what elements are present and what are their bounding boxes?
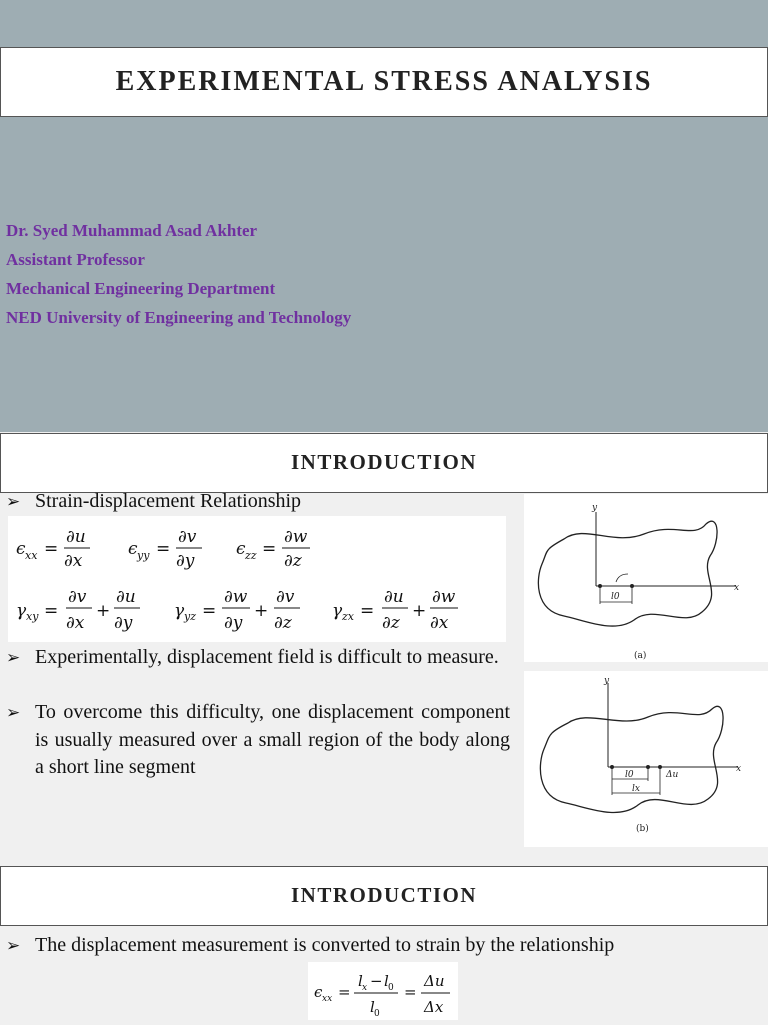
svg-text:ϵ: ϵ <box>314 983 323 1001</box>
author-position: Assistant Professor <box>6 250 145 269</box>
svg-text:+: + <box>412 601 427 621</box>
svg-text:∂z: ∂z <box>284 551 302 571</box>
svg-text:∂w: ∂w <box>224 587 248 607</box>
figure-a-diagram <box>524 494 768 662</box>
slide-title-main: EXPERIMENTAL STRESS ANALYSIS <box>0 47 768 117</box>
bullet-arrow-icon: ➢ <box>6 648 21 667</box>
svg-text:∂v: ∂v <box>178 527 197 547</box>
svg-text:γ: γ <box>332 601 343 621</box>
svg-text:yz: yz <box>184 610 197 623</box>
bullet-experimentally: ➢ Experimentally, displacement field is difficult to measure. <box>6 644 510 672</box>
strain-equations <box>8 516 506 642</box>
svg-text:0: 0 <box>388 983 394 993</box>
svg-text:l: l <box>358 972 363 990</box>
svg-text:0: 0 <box>374 1009 380 1019</box>
svg-text:ϵ: ϵ <box>16 539 26 559</box>
author-block <box>6 216 351 332</box>
svg-text:−: − <box>370 972 383 990</box>
svg-text:Δx: Δx <box>424 998 444 1016</box>
bullet-displacement-conversion: ➢ The displacement measurement is converted to strain by the relationship <box>6 932 746 960</box>
figure-b-caption: (b) <box>636 824 649 834</box>
svg-text:∂x: ∂x <box>66 613 85 633</box>
svg-text:zz: zz <box>245 549 257 562</box>
svg-text:∂y: ∂y <box>114 613 133 633</box>
svg-text:=: = <box>404 983 417 1001</box>
svg-text:=: = <box>44 539 59 559</box>
svg-text:xx: xx <box>322 994 333 1004</box>
figure-b-diagram <box>524 671 768 847</box>
figure-a-segment-label: l0 <box>611 592 620 602</box>
bullet-strain-displacement: ➢ Strain-displacement Relationship <box>6 488 506 516</box>
figure-b-length-label: lx <box>632 784 640 794</box>
bullet-arrow-icon: ➢ <box>6 492 21 511</box>
svg-text:=: = <box>262 539 277 559</box>
bullet-arrow-icon: ➢ <box>6 936 21 955</box>
svg-text:∂x: ∂x <box>64 551 83 571</box>
author-department: Mechanical Engineering Department <box>6 279 276 298</box>
svg-text:xx: xx <box>25 549 38 562</box>
svg-text:yy: yy <box>137 549 150 562</box>
figure-b-segment-label: l0 <box>625 770 634 780</box>
svg-text:xy: xy <box>26 610 39 623</box>
author-university: NED University of Engineering and Technology <box>6 308 352 327</box>
svg-text:+: + <box>254 601 269 621</box>
svg-text:∂u: ∂u <box>66 527 86 547</box>
slide-title-introduction-2: INTRODUCTION <box>0 866 768 926</box>
bullet-arrow-icon: ➢ <box>6 703 21 722</box>
svg-text:γ: γ <box>174 601 185 621</box>
svg-text:zx: zx <box>342 610 354 623</box>
figure-a <box>524 494 768 662</box>
strain-conversion-equation <box>308 962 458 1020</box>
figure-a-caption: (a) <box>634 651 647 661</box>
svg-text:ϵ: ϵ <box>128 539 138 559</box>
bullet-overcome: ➢ To overcome this difficulty, one displacement component is usually measured over a small region of the body along a short line segment <box>6 701 510 778</box>
svg-text:∂u: ∂u <box>116 587 136 607</box>
svg-text:∂y: ∂y <box>224 613 243 633</box>
author-name: Dr. Syed Muhammad Asad Akhter <box>6 221 258 240</box>
figure-a-x-label: x <box>734 583 740 593</box>
svg-text:∂u: ∂u <box>384 587 404 607</box>
slide-title-introduction-1: INTRODUCTION <box>0 433 768 493</box>
svg-text:∂z: ∂z <box>274 613 292 633</box>
svg-text:∂v: ∂v <box>68 587 87 607</box>
svg-text:=: = <box>44 601 59 621</box>
svg-text:∂y: ∂y <box>176 551 195 571</box>
svg-text:∂w: ∂w <box>284 527 308 547</box>
strain-conversion-graphic <box>308 962 458 1020</box>
svg-text:∂x: ∂x <box>430 613 449 633</box>
svg-text:γ: γ <box>16 601 27 621</box>
svg-text:l: l <box>370 998 375 1016</box>
figure-a-y-label: y <box>592 503 598 513</box>
svg-text:∂v: ∂v <box>276 587 295 607</box>
figure-b <box>524 671 768 847</box>
svg-text:=: = <box>202 601 217 621</box>
figure-b-x-label: x <box>736 764 742 774</box>
svg-text:∂w: ∂w <box>432 587 456 607</box>
figure-b-delta-label: Δu <box>666 770 679 780</box>
svg-text:Δu: Δu <box>424 972 445 990</box>
svg-text:x: x <box>362 983 368 993</box>
svg-text:l: l <box>384 972 389 990</box>
svg-text:=: = <box>156 539 171 559</box>
svg-text:=: = <box>360 601 375 621</box>
figure-b-y-label: y <box>604 676 610 686</box>
svg-text:+: + <box>96 601 111 621</box>
svg-text:∂z: ∂z <box>382 613 400 633</box>
strain-equations-graphic <box>8 516 506 642</box>
svg-text:ϵ: ϵ <box>236 539 246 559</box>
svg-text:=: = <box>338 983 351 1001</box>
